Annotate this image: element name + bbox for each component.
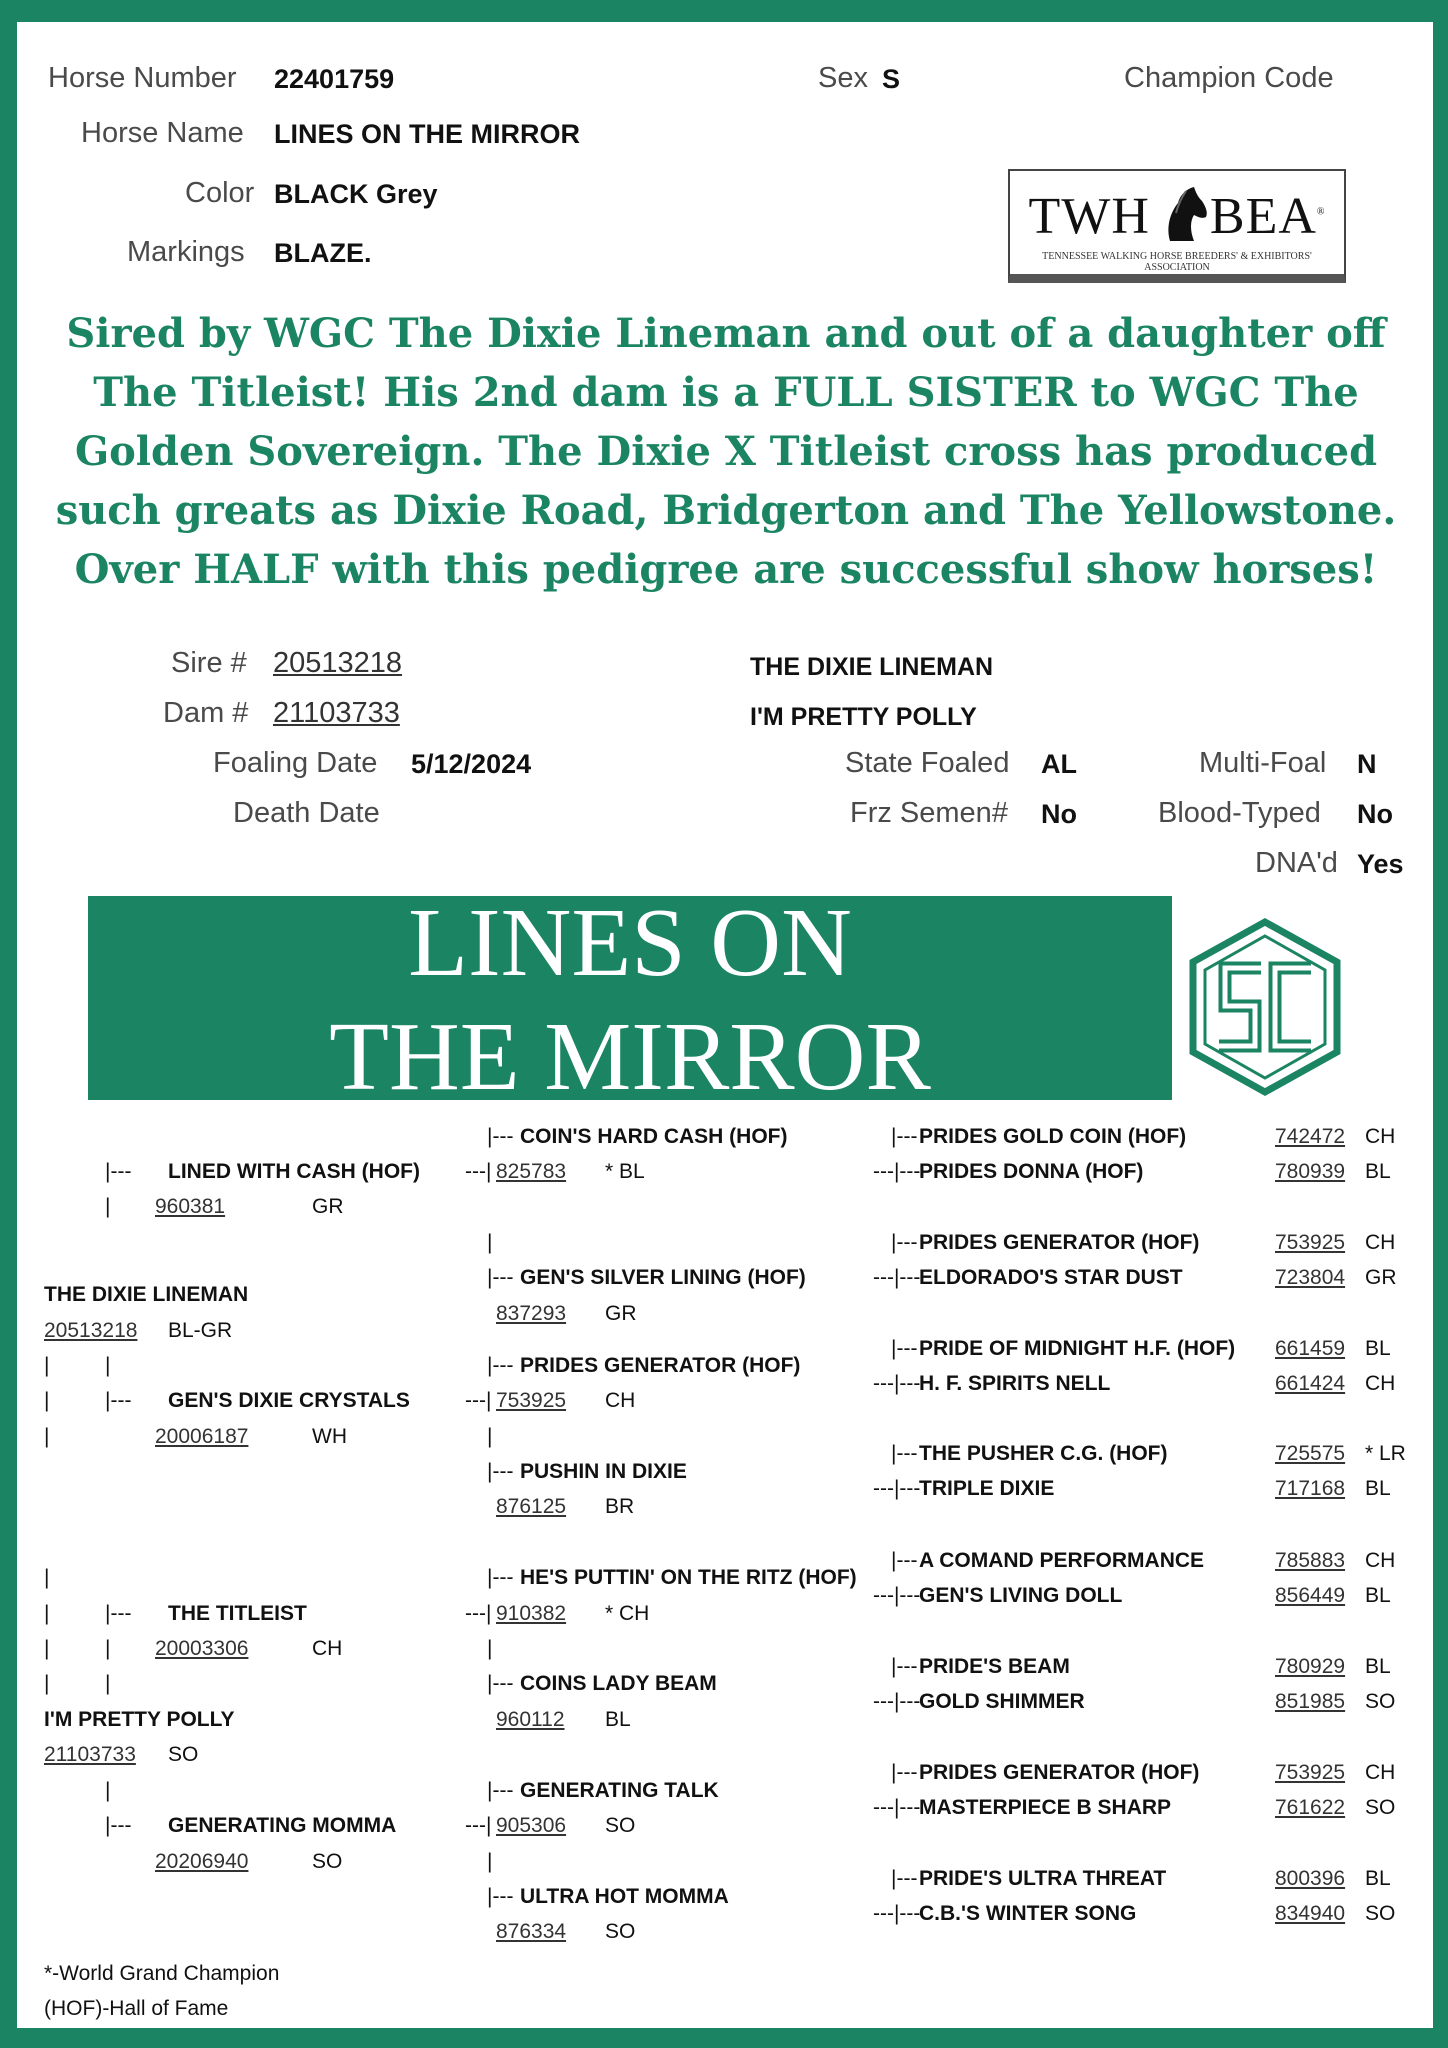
gen1-sire-name: THE DIXIE LINEMAN [44,1283,249,1306]
color-label: Color [185,177,255,209]
gen4-color: BL [1365,1655,1391,1678]
multi-foal-value: N [1357,749,1377,779]
gen3-horse-name: PUSHIN IN DIXIE [520,1460,687,1483]
gen4-horse-name: PRIDES GENERATOR (HOF) [919,1761,1200,1784]
champion-code-label: Champion Code [1124,62,1334,94]
gen2-reg-link[interactable]: 20006187 [155,1425,249,1448]
gen4-reg-link[interactable]: 717168 [1275,1477,1346,1500]
gen3-reg-link[interactable]: 753925 [496,1389,567,1412]
gen4-horse-name: C.B.'S WINTER SONG [919,1902,1137,1925]
gen4-horse-name: PRIDES GOLD COIN (HOF) [919,1125,1187,1148]
gen3-color: CH [605,1389,636,1412]
gen3-color: * BL [605,1160,645,1183]
gen4-color: BL [1365,1160,1391,1183]
gen4-horse-name: PRIDE'S BEAM [919,1655,1070,1678]
horse-number-label: Horse Number [48,62,237,94]
gen3-reg-link[interactable]: 876334 [496,1920,567,1943]
gen4-color: CH [1365,1761,1396,1784]
sire-name: THE DIXIE LINEMAN [750,653,994,681]
gen4-color: SO [1365,1902,1396,1925]
gen3-color: BL [605,1708,631,1731]
dam-number-link[interactable]: 21103733 [273,697,400,729]
gen3-horse-name: PRIDES GENERATOR (HOF) [520,1354,801,1377]
gen4-horse-name: TRIPLE DIXIE [919,1477,1055,1500]
gen4-reg-link[interactable]: 661424 [1275,1372,1346,1395]
gen1-dam-color: SO [168,1743,199,1766]
foaling-date-value: 5/12/2024 [411,749,532,779]
gen3-horse-name: GENERATING TALK [520,1779,719,1802]
dnad-label: DNA'd [1255,847,1338,879]
gen4-horse-name: H. F. SPIRITS NELL [919,1372,1111,1395]
gen4-horse-name: GEN'S LIVING DOLL [919,1584,1123,1607]
gen3-horse-name: GEN'S SILVER LINING (HOF) [520,1266,806,1289]
gen3-reg-link[interactable]: 837293 [496,1302,567,1325]
gen2-color: WH [312,1425,347,1448]
gen3-horse-name: COIN'S HARD CASH (HOF) [520,1125,788,1148]
gen3-color: GR [605,1302,637,1325]
logo-text-left: TWH [1028,188,1150,245]
gen4-color: GR [1365,1266,1397,1289]
gen4-reg-link[interactable]: 800396 [1275,1867,1346,1890]
gen4-reg-link[interactable]: 742472 [1275,1125,1346,1148]
gen3-reg-link[interactable]: 910382 [496,1602,567,1625]
gen2-horse-name: GEN'S DIXIE CRYSTALS [168,1389,410,1412]
registration-certificate: Horse Number 22401759 Sex S Champion Code Horse Name LINES ON THE MIRROR Color BLACK Grey Markings BLAZE. TWH BEA® TENNESSEE WALKING HORSE BREEDERS' & EXHIBITORS' ASSOCIATION Sired by WGC The Dixie Lineman and out of a daughter off The Titleist! His 2nd dam is a FULL SISTER to WGC The Golden Sovereign. The Dixie X Titleist cross has produced such greats as Dixie Road, Bridgerton and The Yellowstone. Over HALF with this pedigree are successful show horses! Sire # 20513218 THE DIXIE LINEMAN Dam # 21103733 I'M PRETTY POLLY Foaling Date 5/12/2024 State Foaled AL Multi-Foal N Death Date Frz Semen# No Blood-Typed No DNA'd Yes LINES ON THE MIRROR |--- | | | | |--- | | | |--- | | | | | |--- ---| ---| ---| ---| |--- | |--- |--- | |--- |--- | |--- |--- | |--- |--- ---|--- |--- ---|--- |--- ---|--- |--- ---|--- |--- ---|--- |--- ---|--- |--- ---|--- |--- ---|--- THE DIXIE LINEMAN 20513218 BL-GR I'M PRETTY POLLY 21103733 SO LINED WITH CASH (HOF) 960381 GR GEN'S DIXIE CRYSTALS 20006187 WH THE TITLEIST 20003306 CH GENERATING MOMMA 20206940 SO COIN'S HARD CASH (HOF) 825783 * BL GEN'S SILVER LINING (HOF) 837293 GR PRIDES GENERATOR (HOF) 753925 CH PUSHIN IN DIXIE 876125 BR HE'S PUTTIN' ON THE RITZ (HOF) 910382 * CH COINS LADY BEAM 960112 BL GENERATING TALK 905306 SO ULTRA HOT MOMMA 876334 SO PRIDES GOLD COIN (HOF) 742472 CH PRIDES DONNA (HOF) 780939 BL PRIDES GENERATOR (HOF) 753925 CH ELDORADO'S STAR DUST 723804 GR PRIDE OF MIDNIGHT H.F. (HOF) 661459 BL H. F. SPIRITS NELL 661424 CH THE PUSHER C.G. (HOF) 725575 * LR TRIPLE DIXIE 717168 BL A COMAND PERFORMANCE 785883 CH GEN'S LIVING DOLL 856449 BL PRIDE'S BEAM 780929 BL GOLD SHIMMER 851985 SO PRIDES GENERATOR (HOF) 753925 CH MASTERPIECE B SHARP 761622 SO PRIDE'S ULTRA THREAT 800396 BL C.B.'S WINTER SONG 834940 SO *-World Grand Champion (HOF)-Hall of Fame [17,22,1433,2028]
state-foaled-value: AL [1041,749,1077,779]
twhbea-logo [1008,169,1346,283]
gen4-reg-link[interactable]: 761622 [1275,1796,1346,1819]
blood-typed-label: Blood-Typed [1158,797,1321,829]
gen1-sire-reg-link[interactable]: 20513218 [44,1319,138,1342]
gen3-color: * CH [605,1602,650,1625]
gen3-color: SO [605,1814,636,1837]
gen4-reg-link[interactable]: 856449 [1275,1584,1346,1607]
state-foaled-label: State Foaled [845,747,1010,779]
gen2-reg-link[interactable]: 960381 [155,1195,226,1218]
markings-value: BLAZE. [274,238,372,268]
sex-label: Sex [818,62,868,94]
gen4-color: BL [1365,1477,1391,1500]
legend-hof: (HOF)-Hall of Fame [44,1997,229,2020]
gen1-sire-color: BL-GR [168,1319,233,1342]
logo-tagline: TENNESSEE WALKING HORSE BREEDERS' & EXHIBITORS' ASSOCIATION [1042,251,1312,273]
gen2-color: SO [312,1850,343,1873]
gen3-color: SO [605,1920,636,1943]
sc-monogram-icon [1185,918,1345,1096]
gen3-color: BR [605,1495,635,1518]
gen4-reg-link[interactable]: 725575 [1275,1442,1346,1465]
gen2-reg-link[interactable]: 20003306 [155,1637,249,1660]
markings-label: Markings [127,236,245,268]
gen4-horse-name: PRIDES DONNA (HOF) [919,1160,1144,1183]
banner-line-1: LINES ON [408,889,852,997]
gen4-horse-name: A COMAND PERFORMANCE [919,1549,1205,1572]
gen1-dam-reg-link[interactable]: 21103733 [44,1743,136,1766]
frz-semen-value: No [1041,799,1077,829]
gen4-color: * LR [1365,1442,1406,1465]
legend-wgc: *-World Grand Champion [44,1962,280,1985]
gen4-horse-name: THE PUSHER C.G. (HOF) [919,1442,1168,1465]
gen1-dam-name: I'M PRETTY POLLY [44,1708,235,1731]
horse-number-value: 22401759 [274,64,395,94]
blood-typed-value: No [1357,799,1393,829]
gen3-horse-name: HE'S PUTTIN' ON THE RITZ (HOF) [520,1566,857,1589]
promo-description: Sired by WGC The Dixie Lineman and out of a daughter off The Titleist! His 2nd dam is a FULL SISTER to WGC The Golden Sovereign. The Dixie X Titleist cross has produced such greats as Dixie Road, Bridgerton and The Yellowstone. Over HALF with this pedigree are successful show horses! [55,310,1397,593]
death-date-label: Death Date [233,797,380,829]
sire-label: Sire # [171,647,247,679]
gen4-horse-name: PRIDES GENERATOR (HOF) [919,1231,1200,1254]
dam-label: Dam # [163,697,249,729]
gen4-reg-link[interactable]: 753925 [1275,1231,1346,1254]
gen4-horse-name: PRIDE OF MIDNIGHT H.F. (HOF) [919,1337,1236,1360]
gen2-color: GR [312,1195,344,1218]
gen3-reg-link[interactable]: 960112 [496,1708,565,1731]
dnad-value: Yes [1357,849,1404,879]
gen3-horse-name: COINS LADY BEAM [520,1672,717,1695]
gen4-color: BL [1365,1584,1391,1607]
horse-name-value: LINES ON THE MIRROR [274,119,581,149]
horse-name-label: Horse Name [81,117,244,149]
gen4-color: CH [1365,1125,1396,1148]
foaling-date-label: Foaling Date [213,747,378,779]
gen4-reg-link[interactable]: 723804 [1275,1266,1346,1289]
gen3-horse-name: ULTRA HOT MOMMA [520,1885,729,1908]
sire-number-link[interactable]: 20513218 [273,647,403,679]
gen4-color: BL [1365,1867,1391,1890]
banner-line-2: THE MIRROR [329,1003,931,1111]
gen2-reg-link[interactable]: 20206940 [155,1850,249,1873]
gen2-color: CH [312,1637,343,1660]
gen2-horse-name: THE TITLEIST [168,1602,307,1625]
gen4-horse-name: PRIDE'S ULTRA THREAT [919,1867,1167,1890]
gen4-reg-link[interactable]: 785883 [1275,1549,1346,1572]
gen4-horse-name: ELDORADO'S STAR DUST [919,1266,1183,1289]
dam-name: I'M PRETTY POLLY [750,703,977,731]
gen4-color: SO [1365,1796,1396,1819]
gen4-reg-link[interactable]: 780929 [1275,1655,1346,1678]
gen4-color: CH [1365,1549,1396,1572]
logo-registered: ® [1316,206,1326,218]
horse-head-icon [1156,183,1210,243]
multi-foal-label: Multi-Foal [1199,747,1327,779]
gen4-color: SO [1365,1690,1396,1713]
sex-value: S [882,64,901,94]
gen4-reg-link[interactable]: 851985 [1275,1690,1346,1713]
gen3-reg-link[interactable]: 905306 [496,1814,567,1837]
gen4-reg-link[interactable]: 780939 [1275,1160,1346,1183]
frz-semen-label: Frz Semen# [850,797,1008,829]
gen4-reg-link[interactable]: 834940 [1275,1902,1346,1925]
gen4-color: CH [1365,1372,1396,1395]
gen2-horse-name: GENERATING MOMMA [168,1814,397,1837]
gen3-reg-link[interactable]: 825783 [496,1160,567,1183]
horse-name-banner [88,889,1172,1111]
gen4-color: BL [1365,1337,1391,1360]
gen2-horse-name: LINED WITH CASH (HOF) [168,1160,420,1183]
gen4-color: CH [1365,1231,1396,1254]
logo-text-right: BEA [1209,188,1317,245]
gen3-reg-link[interactable]: 876125 [496,1495,567,1518]
gen4-horse-name: GOLD SHIMMER [919,1690,1085,1713]
gen4-reg-link[interactable]: 661459 [1275,1337,1346,1360]
gen4-horse-name: MASTERPIECE B SHARP [919,1796,1172,1819]
color-value: BLACK Grey [274,179,438,209]
gen4-reg-link[interactable]: 753925 [1275,1761,1346,1784]
